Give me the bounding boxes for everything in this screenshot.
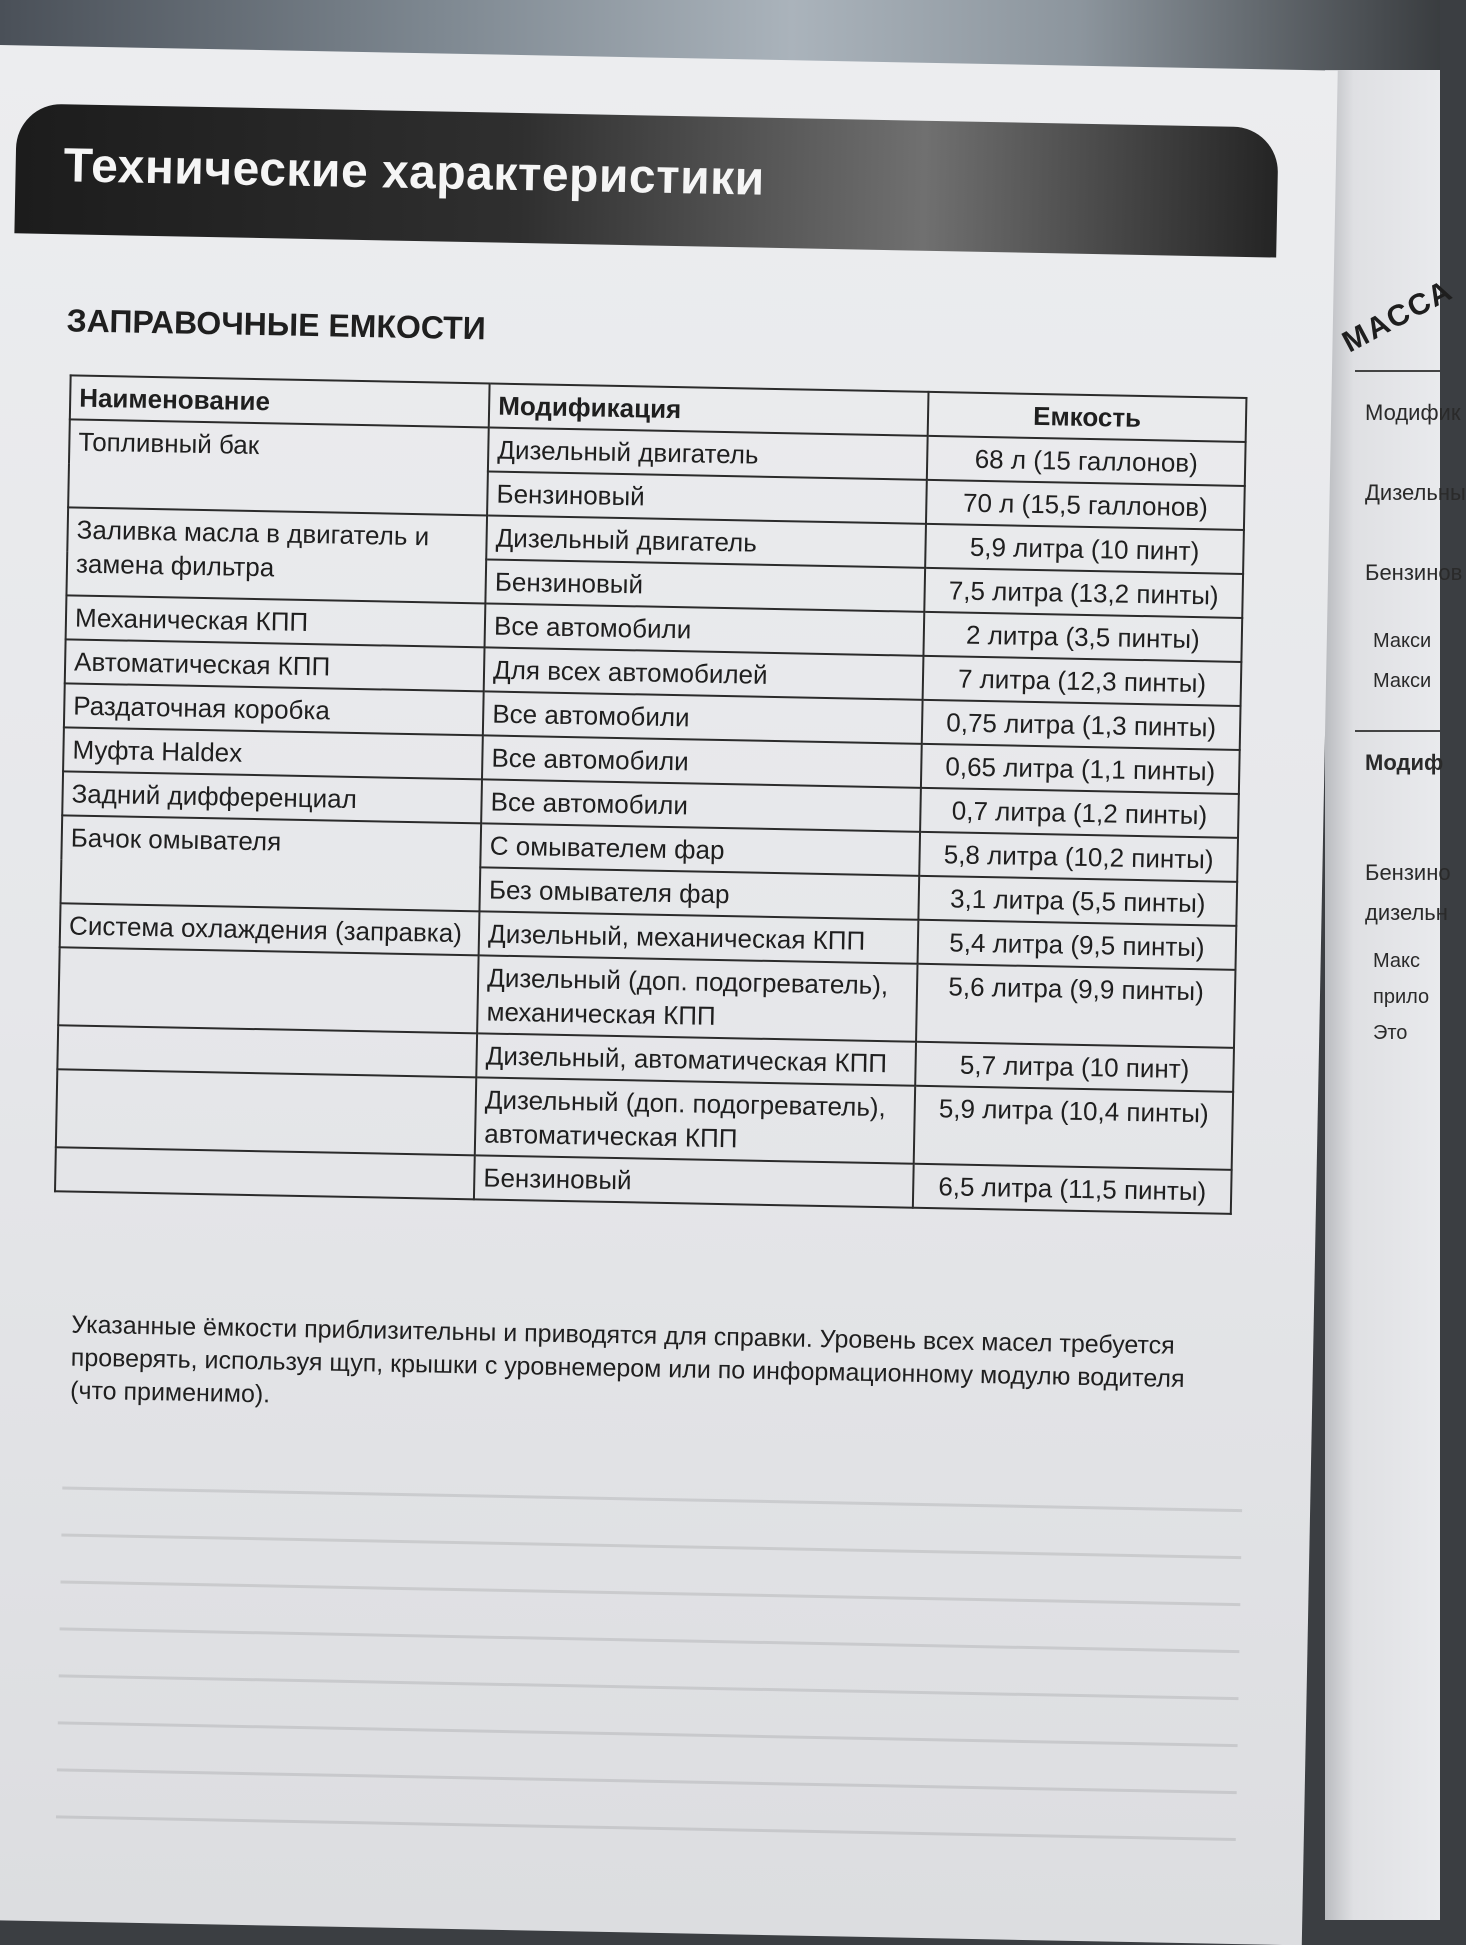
cell-modification: Дизельный (доп. подогреватель), автоматическая КПП	[475, 1077, 915, 1163]
column-header-name: Наименование	[70, 375, 490, 427]
column-header-capacity: Емкость	[928, 392, 1247, 442]
next-page-fragment: Это	[1373, 1022, 1408, 1044]
next-page-edge	[1325, 70, 1466, 1920]
cell-modification: Бензиновый	[487, 471, 927, 523]
cell-name	[55, 1147, 475, 1199]
cell-modification: Без омывателя фар	[480, 867, 920, 919]
show-through-text	[54, 1486, 1242, 1929]
cell-name: Система охлаждения (заправка)	[60, 903, 480, 955]
cell-capacity: 5,8 литра (10,2 пинты)	[919, 832, 1238, 882]
table-body	[55, 419, 1246, 1213]
cell-capacity: 5,4 литра (9,5 пинты)	[918, 920, 1237, 970]
next-page-rule	[1355, 730, 1440, 732]
cell-modification: Все автомобили	[483, 691, 923, 743]
cell-modification: Все автомобили	[481, 779, 921, 831]
cell-name: Муфта Haldex	[63, 727, 483, 779]
cell-modification: Все автомобили	[485, 603, 925, 655]
cell-capacity: 0,65 литра (1,1 пинты)	[921, 744, 1240, 794]
cell-capacity: 7,5 литра (13,2 пинты)	[924, 568, 1243, 618]
cell-capacity: 5,9 литра (10 пинт)	[925, 524, 1244, 574]
section-title: ЗАПРАВОЧНЫЕ ЕМКОСТИ	[66, 302, 487, 347]
cell-capacity: 0,7 литра (1,2 пинты)	[920, 788, 1239, 838]
next-page-fragment: Дизельны	[1365, 480, 1466, 505]
page-title: Технические характеристики	[63, 139, 766, 206]
footnote: Указанные ёмкости приблизительны и приводятся для справки. Уровень всех масел требуется проверять, используя щуп, крышки с уровнемером или по информационному модулю водителя (что применимо).	[69, 1310, 1185, 1409]
cell-capacity: 70 л (15,5 галлонов)	[926, 480, 1245, 530]
manual-page	[0, 45, 1338, 1945]
cell-capacity: 0,75 литра (1,3 пинты)	[922, 700, 1241, 750]
cell-modification: Бензиновый	[485, 559, 925, 611]
cell-modification: Дизельный, механическая КПП	[479, 911, 919, 963]
cell-modification: Дизельный, автоматическая КПП	[476, 1033, 916, 1085]
cell-modification: Бензиновый	[474, 1155, 914, 1207]
cell-capacity: 68 л (15 галлонов)	[927, 436, 1246, 486]
cell-capacity: 6,5 литра (11,5 пинты)	[913, 1164, 1232, 1214]
cell-modification: Дизельный двигатель	[486, 515, 926, 567]
next-page-fragment: прило	[1373, 986, 1430, 1008]
next-page-rule	[1355, 370, 1440, 372]
next-page-fragment: Бензино	[1365, 860, 1451, 885]
cell-name: Механическая КПП	[66, 595, 486, 647]
capacities-table	[54, 374, 1247, 1214]
cell-name: Раздаточная коробка	[64, 683, 484, 735]
column-header-modification: Модификация	[489, 383, 929, 435]
cell-modification: С омывателем фар	[480, 823, 920, 875]
next-page-fragment: Макси	[1373, 670, 1432, 692]
cell-capacity: 5,9 литра (10,4 пинты)	[914, 1086, 1233, 1170]
cell-modification: Для всех автомобилей	[484, 647, 924, 699]
cell-name	[56, 1069, 477, 1155]
cell-name: Задний дифференциал	[62, 771, 482, 823]
cell-name: Бачок омывателя	[61, 815, 482, 911]
cell-modification: Дизельный двигатель	[488, 427, 928, 479]
next-page-fragment: Макс	[1373, 950, 1420, 972]
cell-capacity: 2 литра (3,5 пинты)	[924, 612, 1243, 662]
next-page-fragment: дизельн	[1365, 900, 1448, 925]
cell-modification: Все автомобили	[482, 735, 922, 787]
cell-capacity: 5,7 литра (10 пинт)	[915, 1042, 1234, 1092]
next-page-fragment: Макси	[1373, 630, 1432, 652]
header-band	[14, 103, 1278, 257]
cell-name: Автоматическая КПП	[65, 639, 485, 691]
cell-modification: Дизельный (доп. подогреватель), механическая КПП	[477, 955, 917, 1041]
next-page-title: МАССА	[1337, 273, 1459, 360]
cell-name: Топливный бак	[68, 419, 489, 515]
cell-name	[58, 947, 479, 1033]
cell-name: Заливка масла в двигатель и замена фильтра	[66, 507, 487, 603]
next-page-fragment: Модифик	[1365, 400, 1461, 425]
next-page-fragment: Модиф	[1365, 750, 1444, 775]
next-page-fragment: Бензинов	[1365, 560, 1463, 585]
cell-capacity: 7 литра (12,3 пинты)	[923, 656, 1242, 706]
cell-capacity: 5,6 литра (9,9 пинты)	[916, 964, 1235, 1048]
cell-capacity: 3,1 литра (5,5 пинты)	[919, 876, 1238, 926]
